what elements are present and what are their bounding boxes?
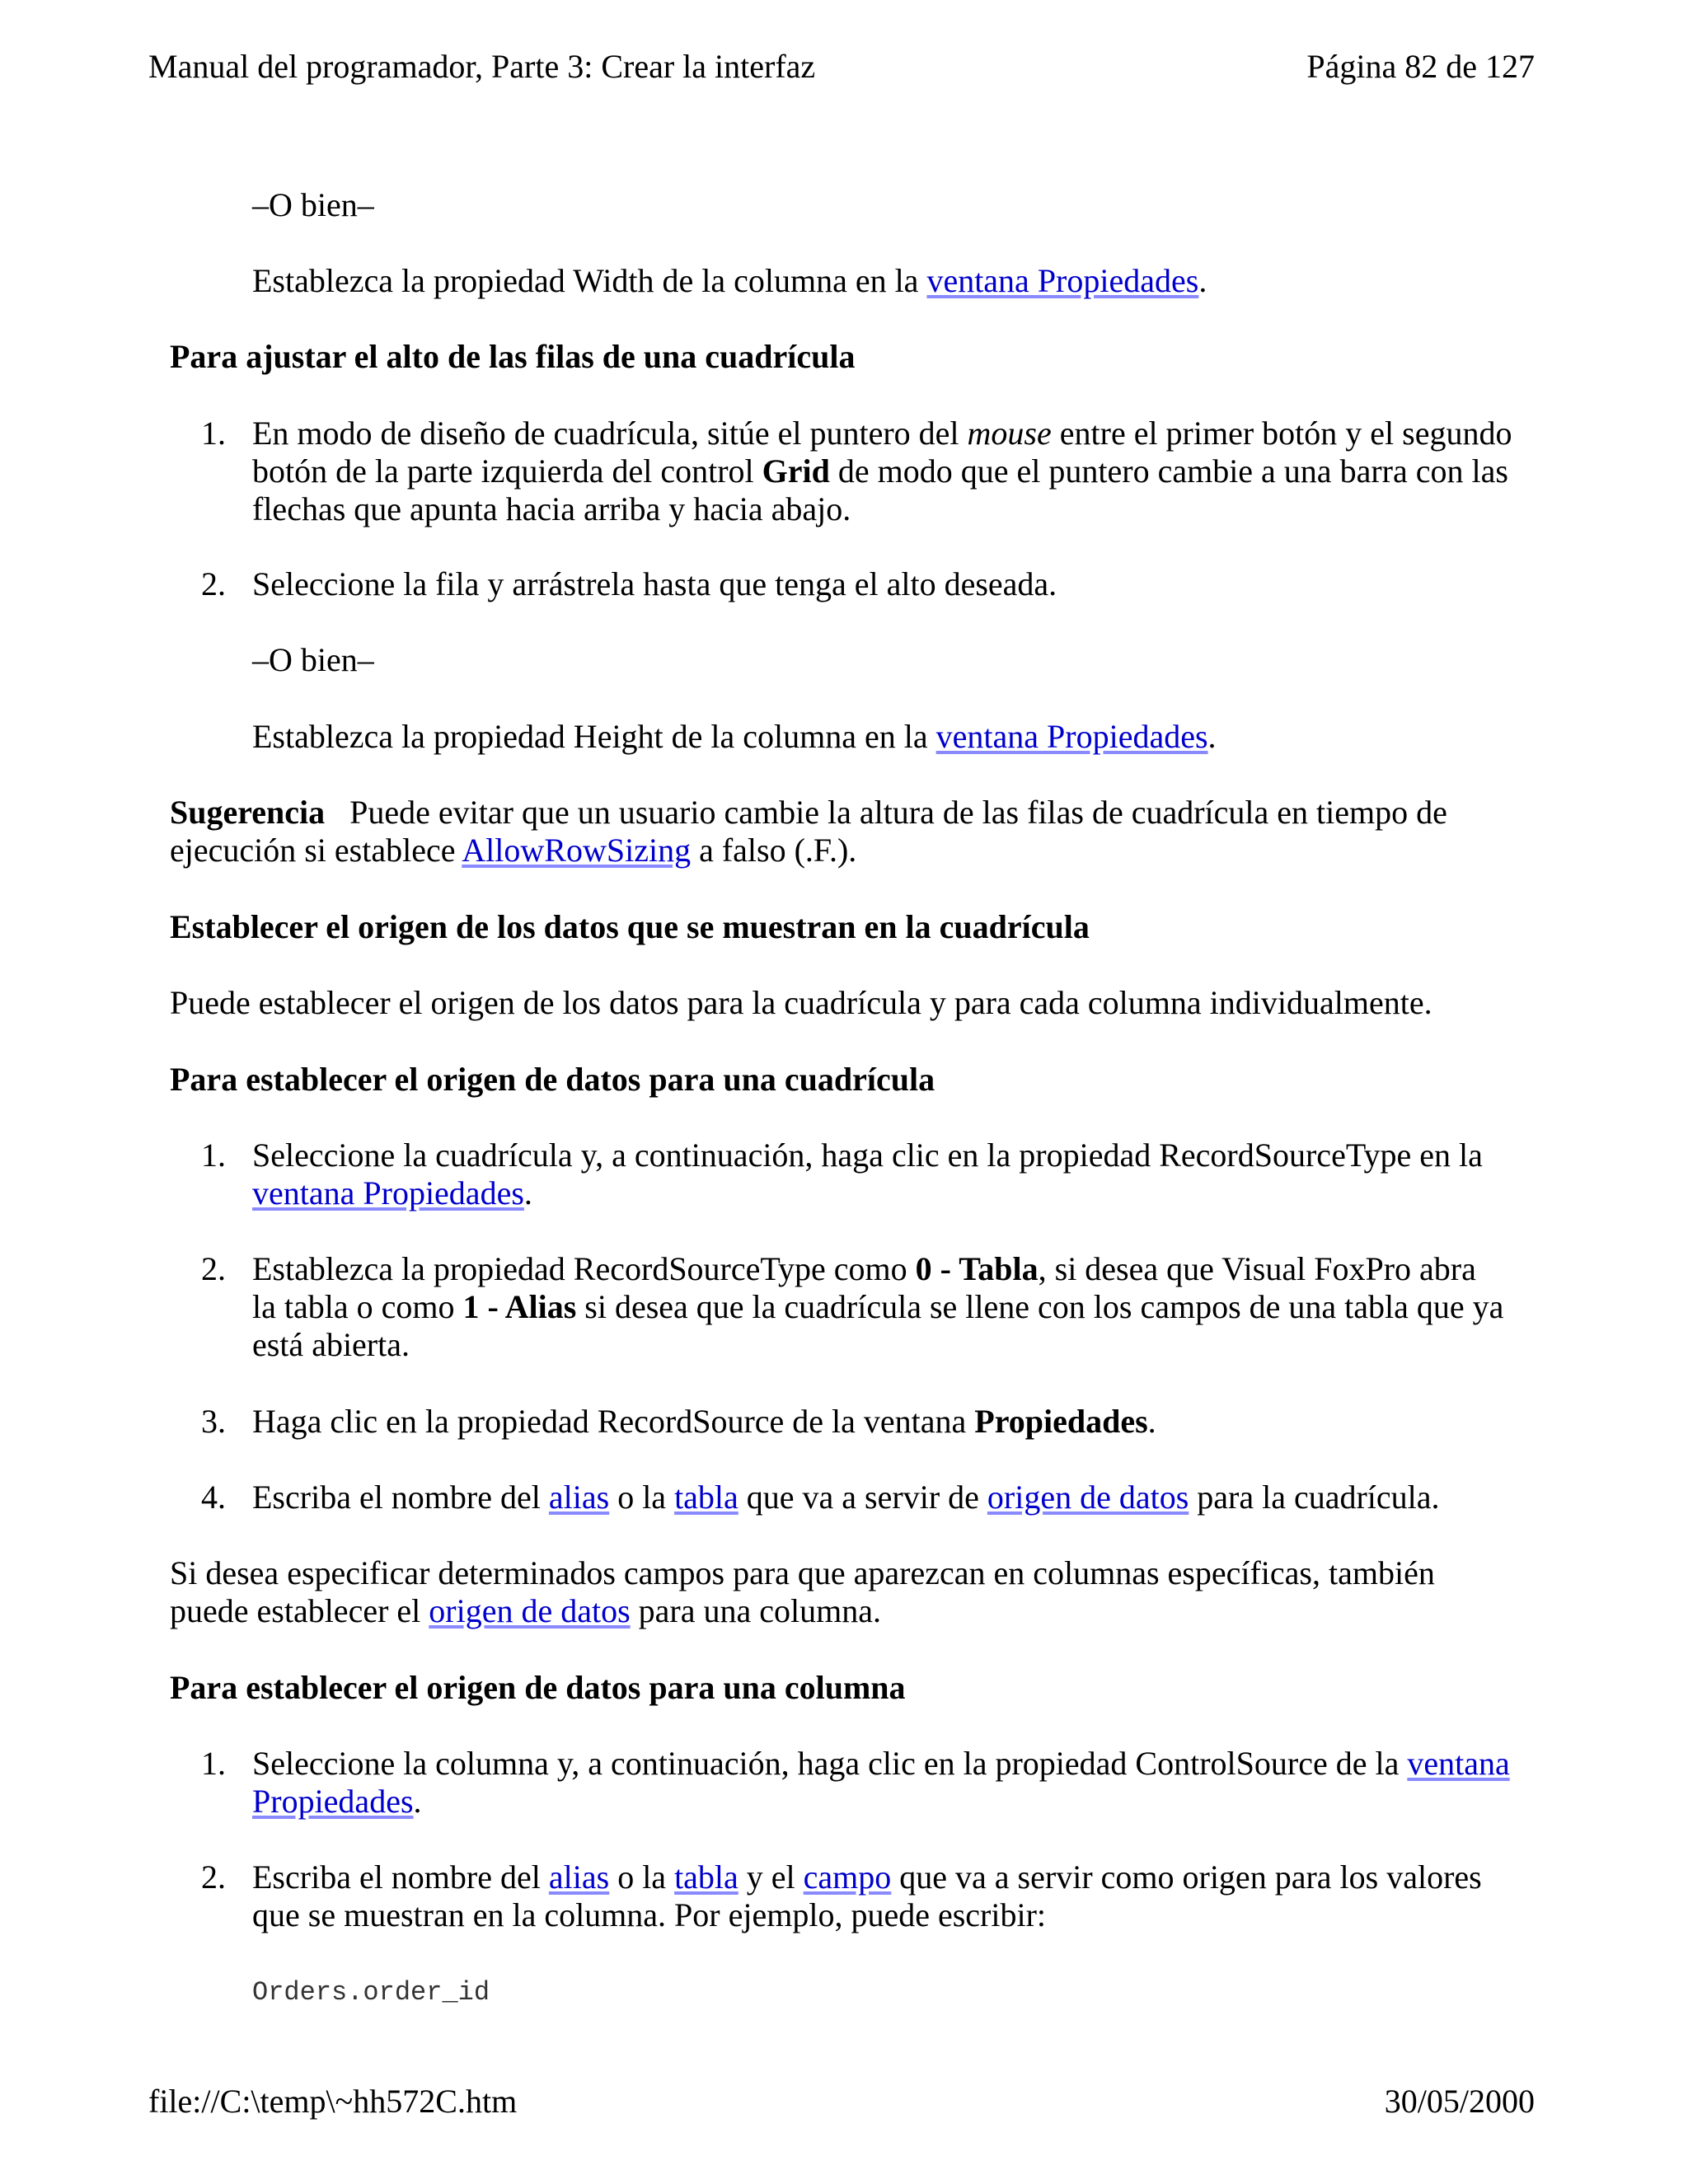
page-footer bbox=[148, 2083, 1535, 2121]
grid-step-4-text: Escriba el nombre del alias o la tabla que va a servir de origen de datos para la cuadrícula. bbox=[252, 1479, 1440, 1516]
grid-step-1-text: Seleccione la cuadrícula y, a continuación, haga clic en la propiedad RecordSourceType en la ventana Propiedades. bbox=[252, 1137, 1483, 1212]
step-number: 2. bbox=[201, 1250, 226, 1287]
column-step-1-text: Seleccione la columna y, a continuación, haga clic en la propiedad ControlSource de la ventana Propiedades. bbox=[252, 1745, 1510, 1820]
heading-row-height: Para ajustar el alto de las filas de una cuadrícula bbox=[170, 338, 856, 375]
step-number: 1. bbox=[201, 1745, 226, 1782]
heading-grid-source: Para establecer el origen de datos para una cuadrícula bbox=[170, 1061, 935, 1098]
grid-step-2-text: Establezca la propiedad RecordSourceType como 0 - Tabla, si desea que Visual FoxPro abra la tabla o como 1 - Alias si desea que la cuadrícula se llene con los campos de una tabla que ya está abierta. bbox=[252, 1250, 1504, 1363]
grid-step-3-text: Haga clic en la propiedad RecordSource de la ventana Propiedades. bbox=[252, 1403, 1156, 1440]
step-number: 3. bbox=[201, 1403, 226, 1440]
code-example: Orders.order_id bbox=[252, 1977, 490, 2008]
step-number: 2. bbox=[201, 565, 226, 602]
step-number: 4. bbox=[201, 1479, 226, 1516]
link-origen-de-datos[interactable]: origen de datos bbox=[429, 1592, 631, 1629]
link-tabla[interactable]: tabla bbox=[674, 1858, 738, 1896]
heading-data-source: Establecer el origen de los datos que se muestran en la cuadrícula bbox=[170, 908, 1090, 945]
paragraph-height: Establezca la propiedad Height de la columna en la ventana Propiedades. bbox=[252, 718, 1217, 755]
tip-paragraph: Sugerencia Puede evitar que un usuario cambie la altura de las filas de cuadrícula en tiempo de ejecución si establece AllowRowSizing a falso (.F.). bbox=[170, 794, 1447, 869]
or-separator: –O bien– bbox=[252, 641, 374, 678]
link-ventana-propiedades[interactable]: ventana Propiedades bbox=[252, 1174, 524, 1212]
or-separator: –O bien– bbox=[252, 186, 374, 223]
paragraph-fields: Si desea especificar determinados campos para que aparezcan en columnas específicas, también puede establecer el origen de datos para una columna. bbox=[170, 1554, 1435, 1629]
link-alias[interactable]: alias bbox=[548, 1858, 610, 1896]
link-tabla[interactable]: tabla bbox=[674, 1479, 738, 1516]
link-allowrowsizing[interactable]: AllowRowSizing bbox=[462, 832, 692, 869]
paragraph-width: Establezca la propiedad Width de la columna en la ventana Propiedades. bbox=[252, 262, 1207, 299]
link-campo[interactable]: campo bbox=[803, 1858, 892, 1896]
step-number: 2. bbox=[201, 1858, 226, 1896]
link-propiedades[interactable]: Propiedades bbox=[252, 1783, 414, 1820]
link-origen-de-datos[interactable]: origen de datos bbox=[987, 1479, 1189, 1516]
link-alias[interactable]: alias bbox=[548, 1479, 610, 1516]
step-2-text: Seleccione la fila y arrástrela hasta que tenga el alto deseada. bbox=[252, 565, 1057, 602]
step-1-text: En modo de diseño de cuadrícula, sitúe el puntero del mouse entre el primer botón y el segundo botón de la parte izquierda del control Grid de modo que el puntero cambie a una barra con las flechas que apunta hacia arriba y hacia abajo. bbox=[252, 415, 1512, 527]
step-number: 1. bbox=[201, 415, 226, 452]
document-title: Manual del programador, Parte 3: Crear la interfaz bbox=[148, 48, 816, 85]
heading-column-source: Para establecer el origen de datos para una columna bbox=[170, 1669, 906, 1706]
link-ventana[interactable]: ventana bbox=[1407, 1745, 1510, 1782]
link-ventana-propiedades[interactable]: ventana Propiedades bbox=[926, 262, 1199, 299]
file-path: file://C:\temp\~hh572C.htm bbox=[148, 2083, 518, 2120]
step-number: 1. bbox=[201, 1137, 226, 1174]
tip-label: Sugerencia bbox=[170, 794, 326, 831]
page-header bbox=[148, 48, 1535, 86]
link-ventana-propiedades[interactable]: ventana Propiedades bbox=[935, 718, 1208, 755]
paragraph-data-source: Puede establecer el origen de los datos para la cuadrícula y para cada columna individualmente. bbox=[170, 984, 1432, 1021]
print-date: 30/05/2000 bbox=[1384, 2083, 1535, 2120]
column-step-2-text: Escriba el nombre del alias o la tabla y el campo que va a servir como origen para los valores que se muestran en la columna. Por ejemplo, puede escribir: bbox=[252, 1858, 1482, 1933]
page-number: Página 82 de 127 bbox=[1306, 48, 1535, 85]
